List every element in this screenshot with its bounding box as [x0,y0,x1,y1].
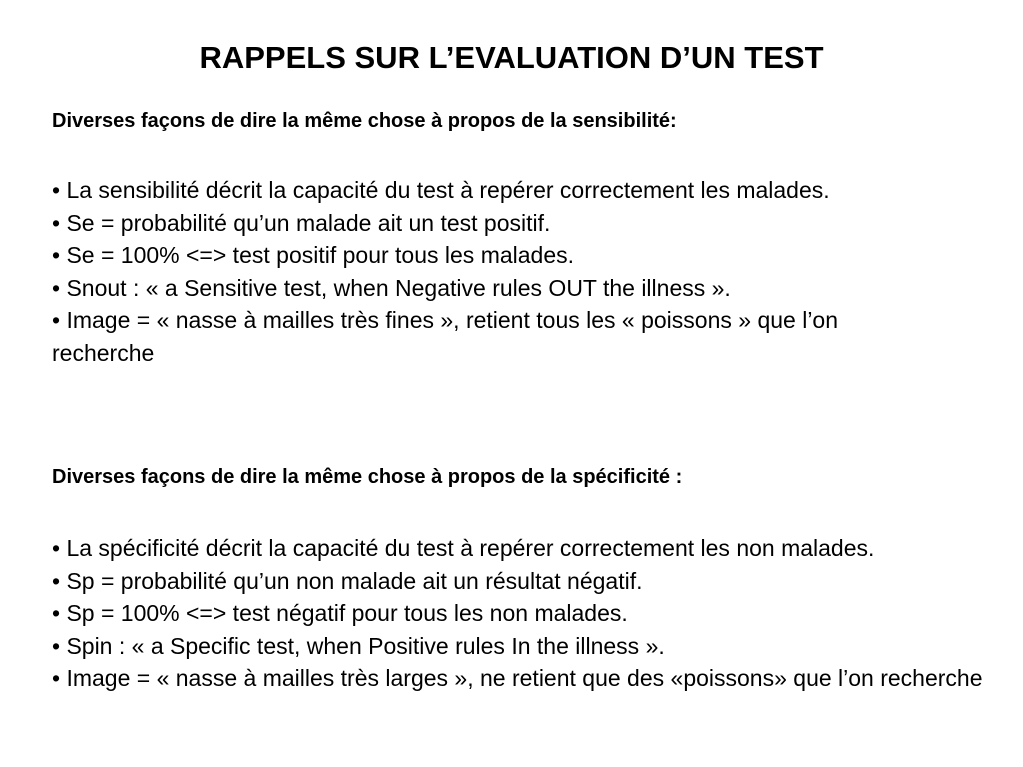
sensibilite-heading: Diverses façons de dire la même chose à propos de la sensibilité: [52,110,677,132]
list-item: • Sp = probabilité qu’un non malade ait un résultat négatif. [52,567,643,594]
list-item: • Image = « nasse à mailles très fines », retient tous les « poissons » que l’on [52,307,839,333]
list-item: • Se = 100% <=> test positif pour tous les malades. [52,242,575,268]
list-item: • La spécificité décrit la capacité du test à repérer correctement les non malades. [52,535,875,561]
list-item: • Sp = 100% <=> test négatif pour tous les non malades. [52,600,628,626]
sensibilite-section [52,108,992,369]
list-item: • Spin : « a Specific test, when Positive rules In the illness ». [52,632,665,659]
list-item: • Snout : « a Sensitive test, when Negative rules OUT the illness ». [52,274,731,301]
specificite-list [52,532,992,695]
sensibilite-list [52,174,992,369]
specificite-heading: Diverses façons de dire la même chose à propos de la spécificité : [52,466,683,488]
list-item: • La sensibilité décrit la capacité du test à repérer correctement les malades. [52,177,830,203]
list-item: • Image = « nasse à mailles très larges », ne retient que des «poissons» que l’on recherche [52,665,983,691]
list-item: • Se = probabilité qu’un malade ait un test positif. [52,209,551,236]
slide-title: RAPPELS SUR L’EVALUATION D’UN TEST [199,40,824,75]
specificite-section [52,464,992,695]
list-item-continuation: recherche [52,339,155,366]
